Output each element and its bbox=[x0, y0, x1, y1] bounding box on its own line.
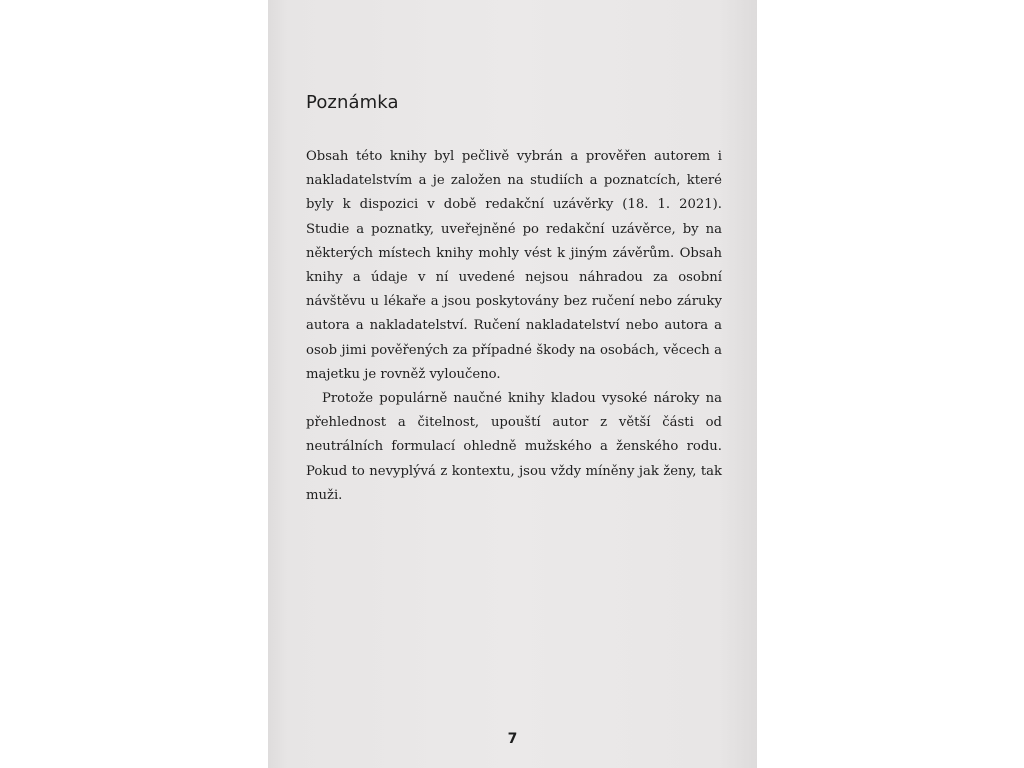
page-heading: Poznámka bbox=[306, 92, 399, 113]
paragraph-gender-note: Protože populárně naučné knihy kladou vysoké nároky na přehlednost a čitelnost, upouští autor z větší části od neutrálních formulací ohledně mužského a ženského rodu. Pokud to nevyplývá z kontextu, jsou vždy míněny jak ženy, tak muži. bbox=[306, 391, 722, 503]
page-number: 7 bbox=[507, 731, 518, 747]
paragraph-disclaimer: Obsah této knihy byl pečlivě vybrán a prověřen autorem i nakladatelstvím a je založen na studiích a poznatcích, které byly k dispozici v době redakční uzávěrky (18. 1. 2021). Studie a poznatky, uveřejněné po redakční uzávěrce, by na některých místech knihy mohly vést k jiným závěrům. Obsah knihy a údaje v ní uvedené nejsou náhradou za osobní návštěvu u lékaře a jsou poskytovány bez ručení nebo záruky autora a nakladatelství. Ručení nakladatelství nebo autora a osob jimi pověřených za případné škody na osobách, věcech a majetku je rovněž vyloučeno. bbox=[306, 149, 722, 382]
body-text bbox=[306, 145, 722, 508]
book-page bbox=[268, 0, 757, 768]
